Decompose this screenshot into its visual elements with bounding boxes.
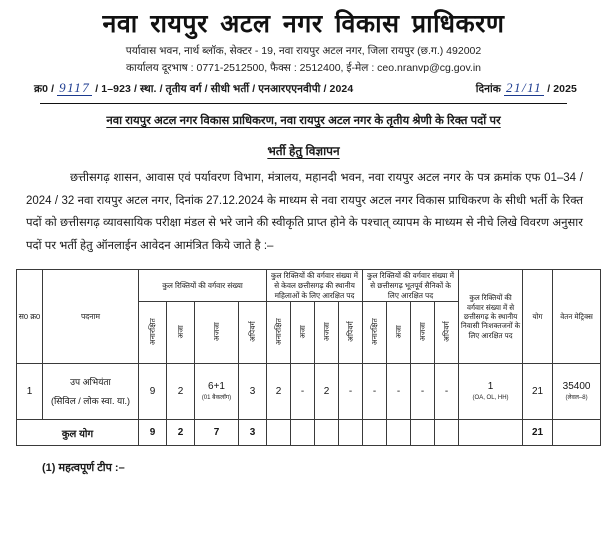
header-total: योग: [523, 270, 553, 364]
table-row: [17, 364, 601, 420]
header-group-total: कुल रिक्तियों की वर्गवार संख्या: [139, 270, 267, 302]
header-cat-total-unreserved: अनारक्षित: [139, 302, 167, 364]
total-ex-unreserved: [363, 420, 387, 446]
header-cat-women-st: अजजा: [315, 302, 339, 364]
cell-women-obc: -: [339, 364, 363, 420]
total-sc: 2: [167, 420, 195, 446]
cell-total-st-value: 6+1: [208, 381, 225, 393]
cell-total-st: [195, 364, 239, 420]
vacancy-table: [16, 269, 601, 446]
header-divider: [40, 103, 567, 104]
cell-serial: 1: [17, 364, 43, 420]
total-yog: 21: [523, 420, 553, 446]
document-page: [0, 10, 607, 553]
total-women-unreserved: [267, 420, 291, 446]
post-name-sub: (सिविल / लोक स्वा. या.): [50, 395, 131, 406]
cell-ex-unreserved: -: [363, 364, 387, 420]
header-group-women: कुल रिक्तियों की वर्गवार संख्या में से केवल छत्तीसगढ़ की स्थानीय महिलाओं के लिए आरक्षित पद: [267, 270, 363, 302]
cell-disabled-value: 1: [487, 381, 494, 393]
table-total-row: [17, 420, 601, 446]
post-name-main: उप अभियंता: [70, 376, 111, 387]
total-st: 7: [195, 420, 239, 446]
total-ex-st: [411, 420, 435, 446]
total-pay: [553, 420, 601, 446]
cell-disabled: [459, 364, 523, 420]
total-ex-obc: [435, 420, 459, 446]
header-cat-ex-obc: अपिवर्ग: [435, 302, 459, 364]
cell-total-unreserved: 9: [139, 364, 167, 420]
cell-yog: 21: [523, 364, 553, 420]
organization-contact: कार्यालय दूरभाष : 0771-2512500, फैक्स : 2512400, ई-मेल : ceo.nranvp@cg.gov.in: [125, 61, 482, 74]
header-cat-total-st: अजजा: [195, 302, 239, 364]
cell-ex-sc: -: [387, 364, 411, 420]
header-group-exservicemen: कुल रिक्तियों की वर्गवार संख्या में से छत्तीसगढ़ भूतपूर्व सैनिकों के लिए आरक्षित पद: [363, 270, 459, 302]
total-unreserved: 9: [139, 420, 167, 446]
organization-address: पर्यावास भवन, नार्थ ब्लॉक, सेक्टर - 19, नवा रायपुर अटल नगर, जिला रायपुर (छ.ग.) 492002: [125, 44, 482, 57]
header-group-disabled: कुल रिक्तियों की वर्गवार संख्या में से छत्तीसगढ़ के स्थानीय निवासी निःशक्तजनों के लिए आरक्षित पद: [459, 270, 523, 364]
cell-ex-st: -: [411, 364, 435, 420]
advertisement-title: भर्ती हेतु विज्ञापन: [267, 144, 340, 159]
header-cat-women-sc: अजा: [291, 302, 315, 364]
total-women-sc: [291, 420, 315, 446]
header-post: पदनाम: [43, 270, 139, 364]
total-women-obc: [339, 420, 363, 446]
reference-number-block: [34, 80, 353, 96]
table-header-row-groups: [17, 270, 601, 302]
total-obc: 3: [239, 420, 267, 446]
cell-ex-obc: -: [435, 364, 459, 420]
subject-line: नवा रायपुर अटल नगर विकास प्राधिकरण, नवा रायपुर अटल नगर के तृतीय श्रेणी के रिक्त पदों पर: [106, 115, 501, 128]
cell-pay: [553, 364, 601, 420]
total-ex-sc: [387, 420, 411, 446]
cell-total-sc: 2: [167, 364, 195, 420]
total-women-st: [315, 420, 339, 446]
header-cat-total-sc: अजा: [167, 302, 195, 364]
header-cat-women-obc: अपिवर्ग: [339, 302, 363, 364]
header-pay-matrix: वेतन मेट्रिक्स: [553, 270, 601, 364]
cell-women-unreserved: 2: [267, 364, 291, 420]
cell-disabled-note: (OA, OL, HH): [472, 395, 509, 402]
cell-total-obc: 3: [239, 364, 267, 420]
header-cat-women-unreserved: अनारक्षित: [267, 302, 291, 364]
header-serial: स0 क्र0: [17, 270, 43, 364]
cell-total-st-note: (01 बैकलॉग): [201, 395, 232, 402]
total-row-label: कुल योग: [17, 420, 139, 446]
body-paragraph: छत्तीसगढ़ शासन, आवास एवं पर्यावरण विभाग, मंत्रालय, महानदी भवन, नवा रायपुर अटल नगर के पत्र क्रमांक एफ 01–34 / 2024 / 32 नवा रायपुर अटल नगर, दिनांक 27.12.2024 के माध्यम से नवा रायपुर अटल नगर विकास प्राधिकरण के सीधी भर्ती के रिक्त पदों को छत्तीसगढ़ व्यावसायिक परीक्षा मंडल से भरे जाने की स्वीकृति प्राप्त होने के पश्चात् व्यापम के माध्यम से नीचे लिखे विवरण अनुसार पदों पर भर्ती हेतु ऑनलाईन आवेदन आमंत्रित किये जाते है :–: [26, 172, 583, 252]
date-handwritten: 21/11: [506, 80, 543, 96]
date-label: दिनांक: [475, 83, 501, 96]
header-cat-ex-unreserved: अनारक्षित: [363, 302, 387, 364]
date-year: / 2025: [547, 83, 577, 96]
cell-pay-note: (लेवल–8): [565, 395, 588, 402]
total-disabled: [459, 420, 523, 446]
cell-pay-value: 35400: [562, 381, 591, 393]
reference-prefix: क्र0 /: [34, 83, 55, 96]
reference-number-handwritten: 9117: [59, 80, 91, 96]
footnote: (1) महत्वपूर्ण टीप :–: [42, 462, 125, 475]
organization-title: नवा रायपुर अटल नगर विकास प्राधिकरण: [102, 10, 505, 38]
reference-rest: / 1–923 / स्था. / तृतीय वर्ग / सीधी भर्ती / एनआरएएनवीपी / 2024: [95, 83, 354, 96]
header-cat-total-obc: अपिवर्ग: [239, 302, 267, 364]
cell-post-name: [43, 364, 139, 420]
cell-women-sc: -: [291, 364, 315, 420]
header-cat-ex-st: अजजा: [411, 302, 435, 364]
reference-date-block: [476, 80, 577, 96]
cell-women-st: 2: [315, 364, 339, 420]
reference-line: [16, 80, 591, 96]
header-cat-ex-sc: अजा: [387, 302, 411, 364]
